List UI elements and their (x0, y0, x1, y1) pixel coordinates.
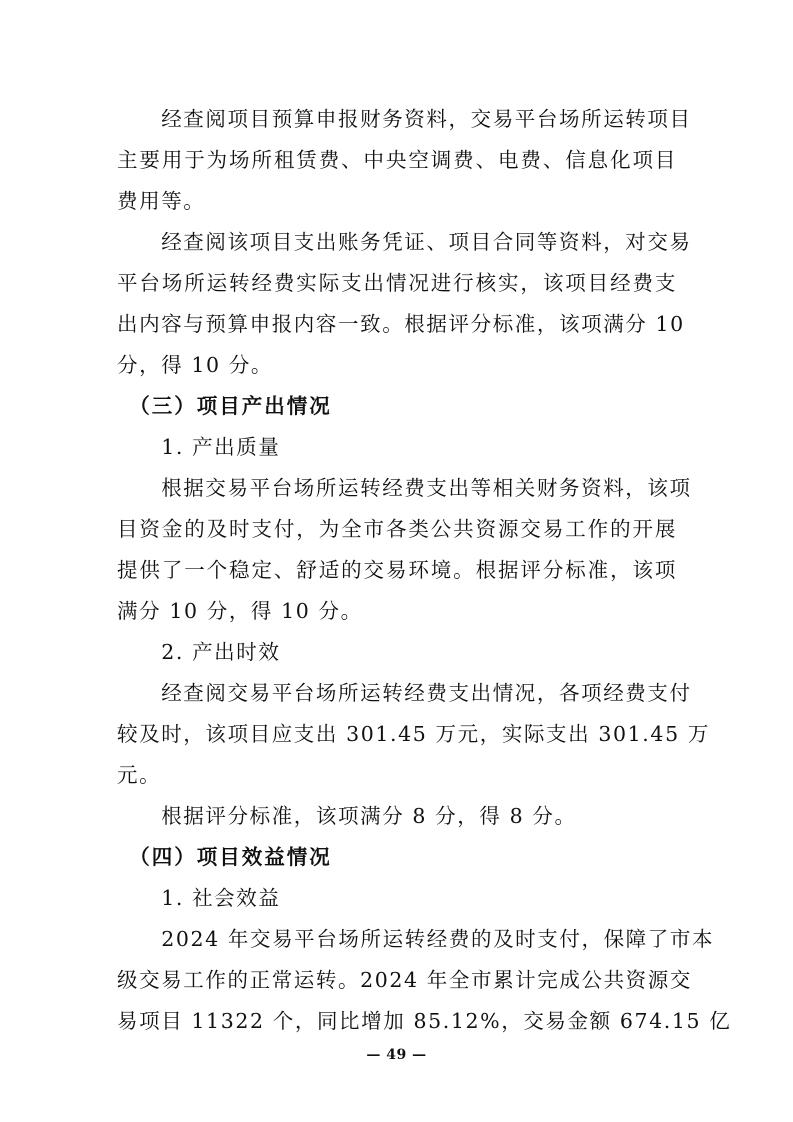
paragraph-line: 分，得 10 分。 (117, 353, 274, 377)
paragraph-line: 主要用于为场所租赁费、中央空调费、电费、信息化项目 (117, 148, 677, 172)
section-heading: （四）项目效益情况 (117, 845, 332, 869)
page-number: — 49 — (366, 1047, 427, 1063)
subsection-heading: 1. 社会效益 (117, 886, 281, 910)
paragraph-line: 2024 年交易平台场所运转经费的及时支付，保障了市本 (117, 927, 715, 951)
paragraph-line: 经查阅该项目支出账务凭证、项目合同等资料，对交易 (117, 230, 692, 254)
paragraph-line: 根据评分标准，该项满分 8 分，得 8 分。 (117, 804, 577, 828)
paragraph-line: 较及时，该项目应支出 301.45 万元，实际支出 301.45 万 (117, 722, 710, 746)
paragraph-line: 目资金的及时支付，为全市各类公共资源交易工作的开展 (117, 517, 677, 541)
paragraph-line: 经查阅项目预算申报财务资料，交易平台场所运转项目 (117, 107, 692, 131)
paragraph-line: 出内容与预算申报内容一致。根据评分标准，该项满分 10 (117, 312, 685, 336)
paragraph-line: 满分 10 分，得 10 分。 (117, 599, 363, 623)
paragraph-line: 提供了一个稳定、舒适的交易环境。根据评分标准，该项 (117, 558, 677, 582)
paragraph-line: 费用等。 (117, 189, 206, 213)
paragraph-line: 元。 (117, 763, 162, 787)
paragraph-line: 根据交易平台场所运转经费支出等相关财务资料，该项 (117, 476, 692, 500)
paragraph-line: 级交易工作的正常运转。2024 年全市累计完成公共资源交 (117, 968, 692, 992)
subsection-heading: 1. 产出质量 (117, 435, 281, 459)
section-heading: （三）项目产出情况 (117, 394, 332, 418)
paragraph-line: 易项目 11322 个，同比增加 85.12%，交易金额 674.15 亿 (117, 1009, 732, 1033)
paragraph-line: 经查阅交易平台场所运转经费支出情况，各项经费支付 (117, 681, 692, 705)
paragraph-line: 平台场所运转经费实际支出情况进行核实，该项目经费支 (117, 271, 677, 295)
subsection-heading: 2. 产出时效 (117, 640, 281, 664)
